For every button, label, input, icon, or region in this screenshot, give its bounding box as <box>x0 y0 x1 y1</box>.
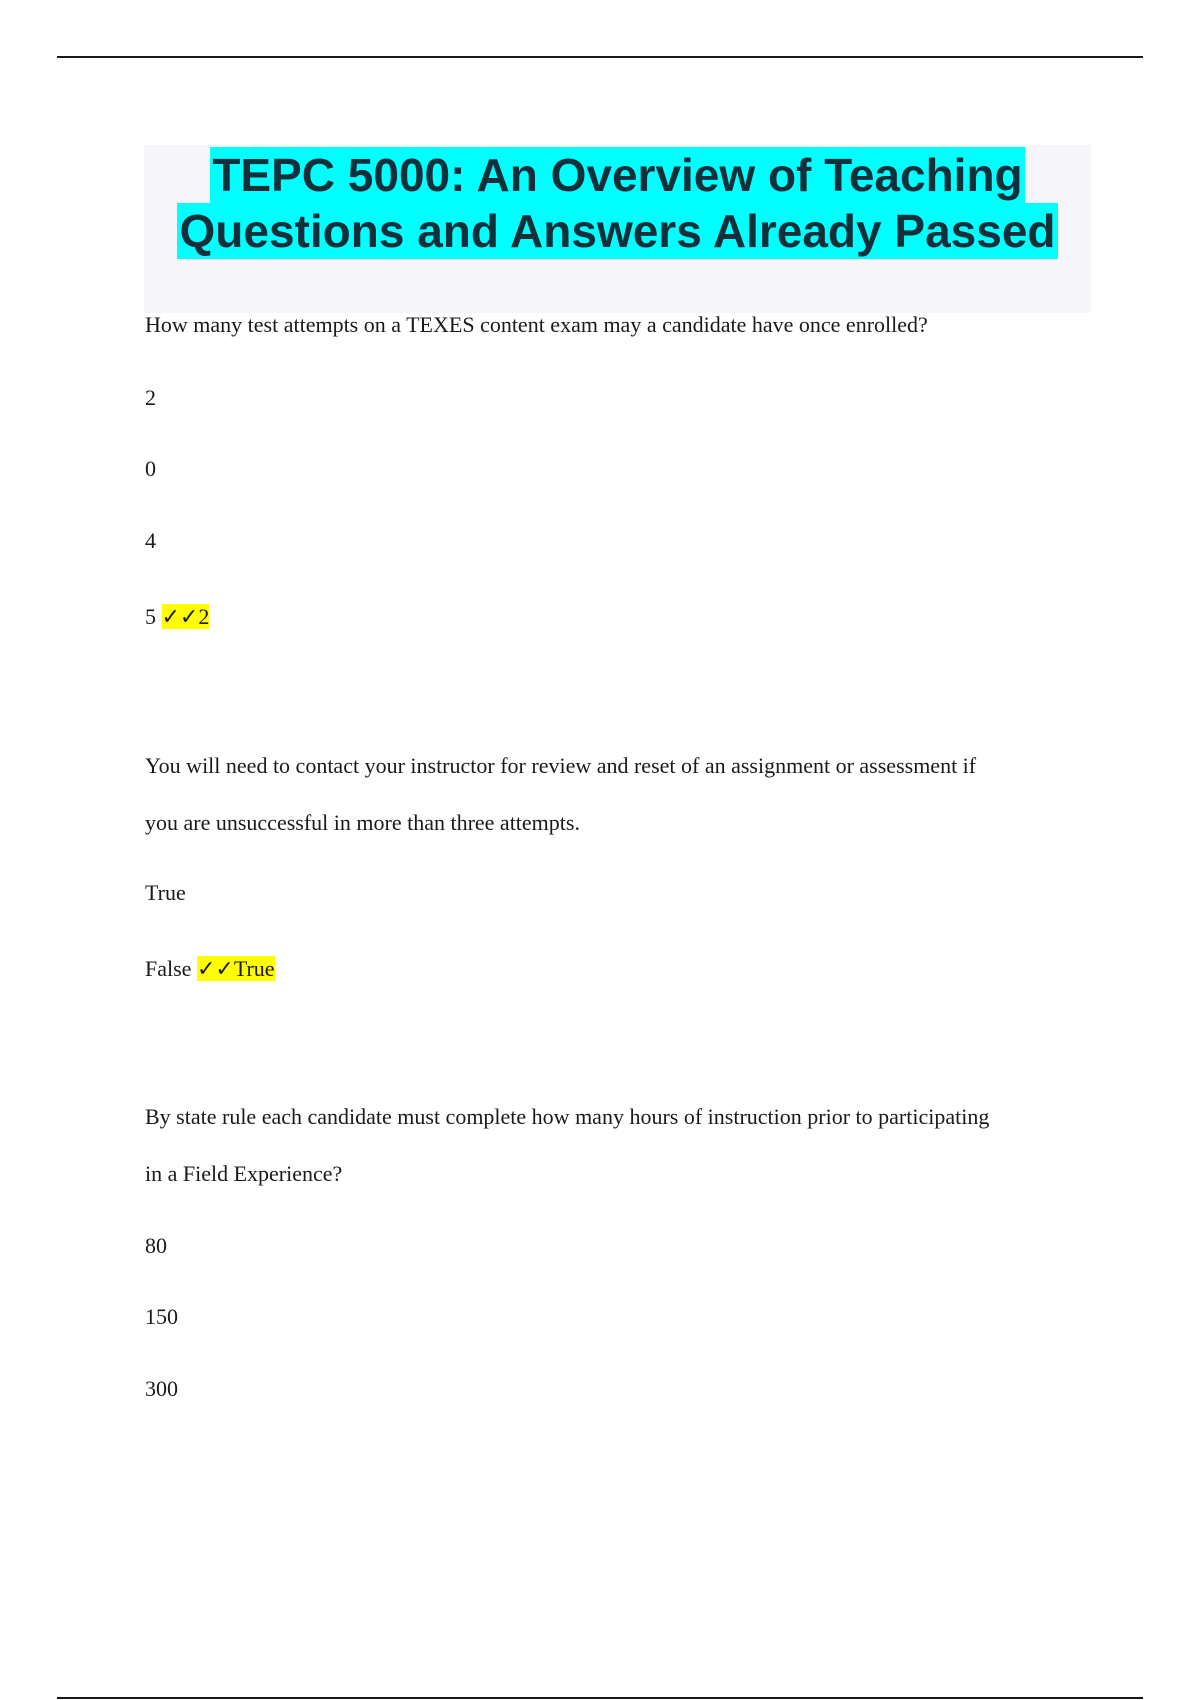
document-title-line-1: TEPC 5000: An Overview of Teaching <box>212 149 1023 201</box>
question-2-option-2: False <box>145 956 192 981</box>
question-2-answer-highlight: ✓✓True <box>196 956 275 981</box>
question-1-option-2: 0 <box>145 456 156 481</box>
question-1-answer-highlight: ✓✓2 <box>161 604 210 629</box>
title-banner <box>144 145 1091 313</box>
question-1-option-4: 5 <box>145 604 156 629</box>
question-2-option-2-row <box>145 955 275 983</box>
bottom-rule <box>57 1697 1143 1699</box>
question-3-prompt-line-1: By state rule each candidate must complete how many hours of instruction prior to participating <box>145 1104 990 1129</box>
top-rule <box>57 56 1143 58</box>
question-1-option-1: 2 <box>145 385 156 410</box>
question-2-prompt-line-1: You will need to contact your instructor for review and reset of an assignment or assessment if <box>145 753 977 778</box>
question-1-option-4-row <box>145 603 209 631</box>
question-3-option-2: 150 <box>145 1304 178 1329</box>
question-3-option-1: 80 <box>145 1233 167 1258</box>
question-2-option-1: True <box>145 880 186 905</box>
question-1-prompt: How many test attempts on a TEXES content exam may a candidate have once enrolled? <box>145 312 928 337</box>
document-title-line-2: Questions and Answers Already Passed <box>179 205 1056 257</box>
question-2-prompt-line-2: you are unsuccessful in more than three attempts. <box>145 810 580 835</box>
question-1-option-3: 4 <box>145 528 156 553</box>
question-3-prompt-line-2: in a Field Experience? <box>145 1161 343 1186</box>
question-3-option-3: 300 <box>145 1376 178 1401</box>
